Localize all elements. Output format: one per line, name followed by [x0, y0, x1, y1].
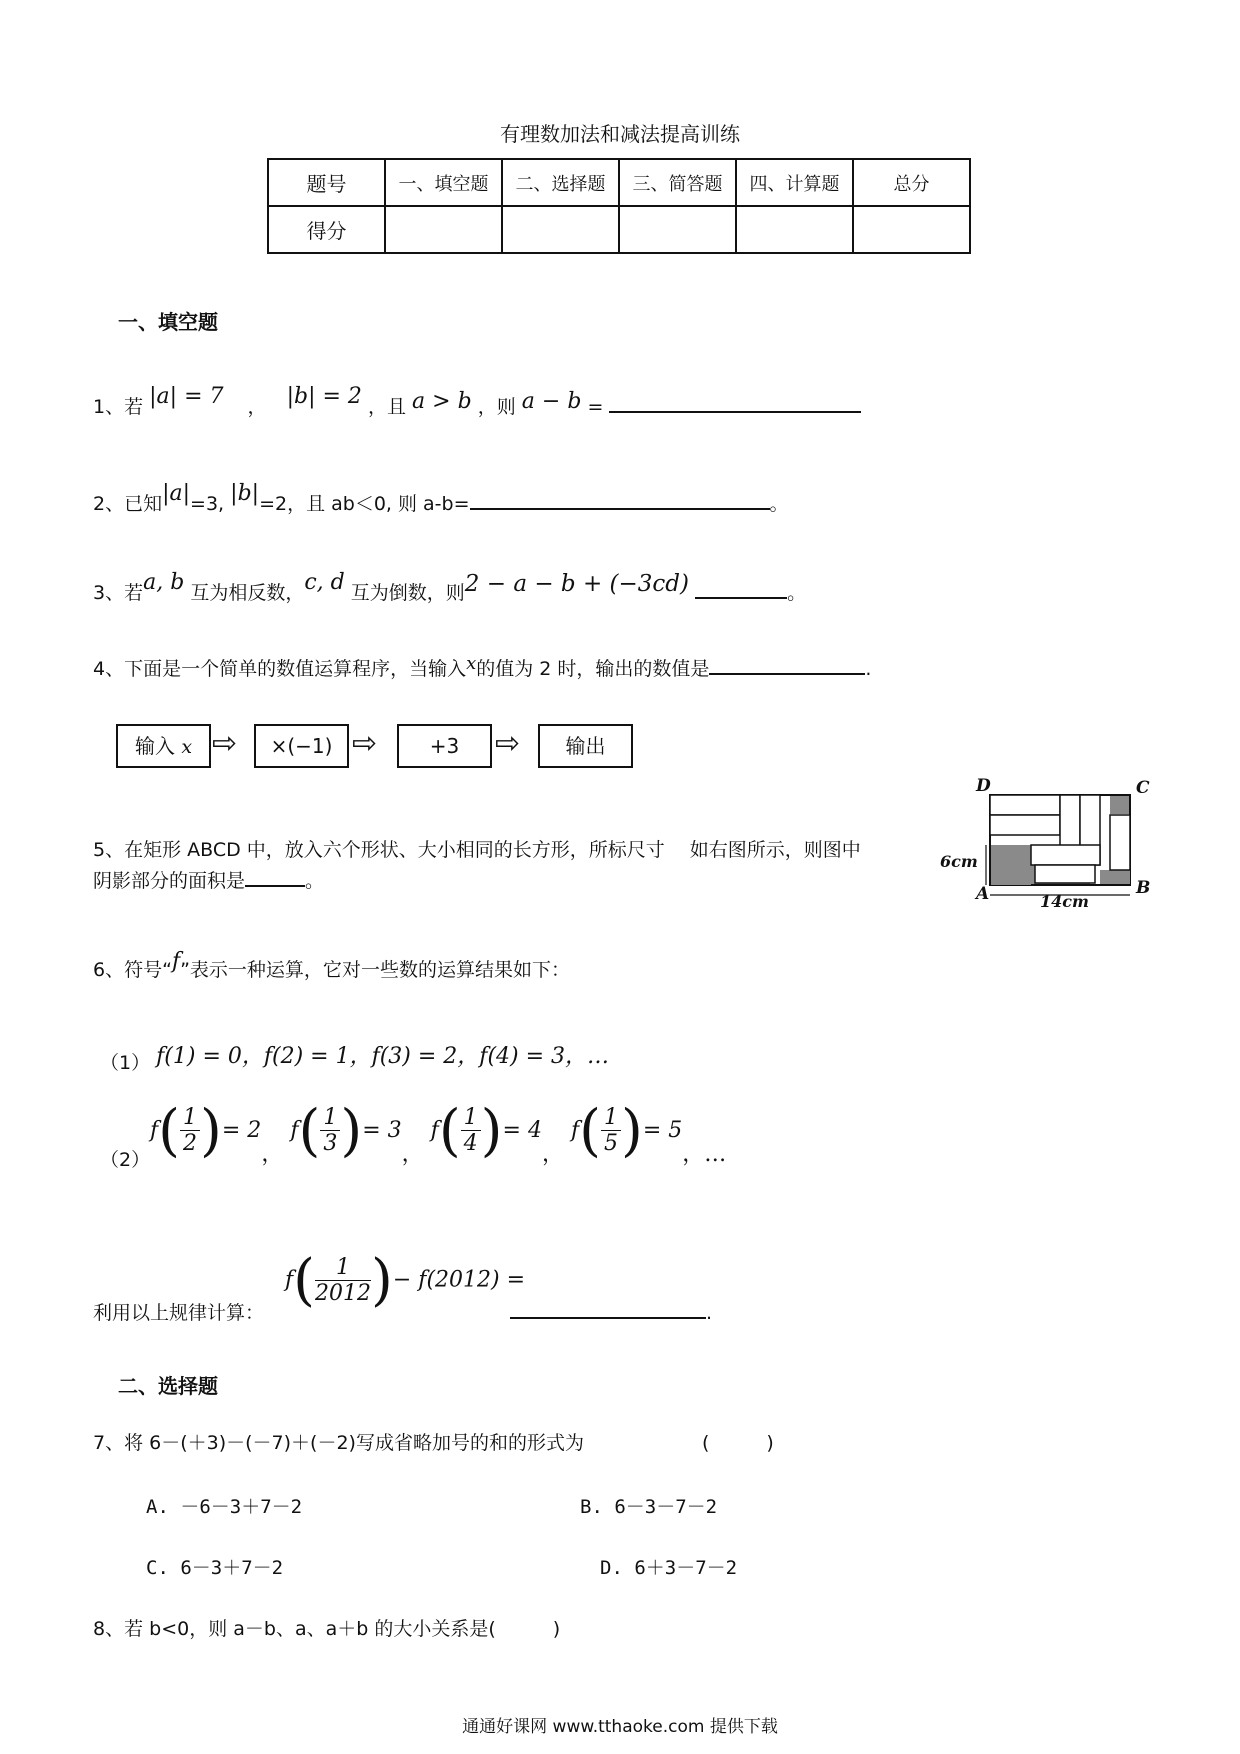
question-7: 7、将 6－(＋3)－(－7)＋(－2)写成省略加号的和的形式为: [93, 1432, 584, 1454]
frac-value: = 5: [642, 1117, 683, 1143]
score-cell[interactable]: [619, 206, 736, 253]
answer-blank[interactable]: [470, 507, 770, 510]
question-6: [93, 949, 570, 982]
question-5-line-1: 5、在矩形 ABCD 中，放入六个形状、大小相同的长方形，所标尺寸 如右图所示，则图中: [93, 839, 861, 861]
section-heading-multiple-choice: 二、选择题: [118, 1374, 218, 1398]
q6-item: f( $\frac{1}{3}$ )= 3: [290, 1098, 402, 1163]
vertex-label-d: D: [976, 776, 991, 796]
separator: ，: [261, 1141, 284, 1167]
option-b[interactable]: B. 6－3－7－2: [580, 1496, 718, 1518]
q3-number: 3、若: [93, 582, 144, 604]
frac-numerator: 1: [315, 1255, 371, 1281]
q6-list-1-values: f(1) = 0，f(2) = 1，f(3) = 2，f(4) = 3，…: [156, 1044, 610, 1069]
answer-bracket[interactable]: ( ): [702, 1432, 774, 1454]
flow-box-output: 输出: [538, 724, 633, 768]
q1-condition: a > b: [412, 389, 472, 414]
vertex-label-b: B: [1136, 878, 1151, 898]
score-header-cell: 总分: [853, 159, 970, 206]
score-cell[interactable]: [385, 206, 502, 253]
q6-intro-pre: 6、符号“: [93, 959, 172, 981]
question-8: 8、若 b<0，则 a－b、a、a＋b 的大小关系是( ): [93, 1618, 561, 1640]
q4-text-post: 的值为 2 时，输出的数值是: [476, 658, 710, 680]
q1-abs-a: |a| = 7: [149, 384, 224, 409]
answer-blank[interactable]: [510, 1316, 706, 1319]
q6-item: f( $\frac{1}{5}$ )= 5: [570, 1098, 683, 1163]
q6-calc-rest: − f(2012) =: [392, 1267, 526, 1293]
q1-sep: ，: [247, 396, 267, 418]
q2-end: 。: [769, 493, 789, 515]
q1-number: 1、若: [93, 396, 144, 418]
score-cell[interactable]: [736, 206, 853, 253]
frac-denominator: 2012: [315, 1281, 372, 1306]
answer-blank[interactable]: [609, 410, 861, 413]
q3-cd: c, d: [304, 570, 345, 595]
q1-expression: a − b: [521, 389, 582, 414]
q2-b-value: =2，且 ab＜0, 则 a-b=: [259, 493, 470, 515]
q6-intro-post: ”表示一种运算，它对一些数的运算结果如下：: [180, 959, 570, 981]
q6-calc-expression: f( $\frac{1}{2012}$ )− f(2012) =: [285, 1248, 526, 1313]
q6-item: f( $\frac{1}{4}$ )= 4: [430, 1098, 542, 1163]
arrow-right-icon: ⇨: [212, 726, 238, 761]
question-4: [93, 654, 871, 681]
footer-credit: 通通好课网 www.tthaoke.com 提供下载: [462, 1717, 778, 1737]
flow-box-add: +3: [397, 724, 492, 768]
q6-list-1: [100, 1045, 609, 1076]
score-table-row: [268, 206, 970, 253]
arrow-right-icon: ⇨: [495, 726, 521, 761]
q2-text: 2、已知: [93, 493, 163, 515]
answer-blank[interactable]: [245, 884, 305, 887]
section-heading-fill-blank: 一、填空题: [118, 310, 218, 334]
q1-equals: =: [587, 396, 604, 418]
q4-variable-x: x: [466, 653, 477, 674]
q6-list-1-label: （1）: [100, 1052, 151, 1074]
frac-value: = 3: [362, 1117, 402, 1143]
q6-end: .: [706, 1302, 713, 1324]
score-cell[interactable]: [502, 206, 619, 253]
score-header-cell: 一、填空题: [385, 159, 502, 206]
flow-input-var: x: [181, 736, 193, 758]
ellipsis: ，…: [682, 1141, 727, 1167]
question-5-line-2: [93, 866, 324, 893]
answer-blank[interactable]: [695, 596, 787, 599]
score-header-cell: 二、选择题: [502, 159, 619, 206]
q3-text-1: 互为相反数，: [190, 582, 305, 604]
score-row-label: 得分: [268, 206, 385, 253]
q1-abs-b: |b| = 2: [286, 384, 362, 409]
q4-end: .: [865, 658, 872, 680]
q1-cond-pre: ，且: [367, 396, 406, 418]
q6-calc-label: 利用以上规律计算：: [93, 1302, 265, 1324]
frac-denominator: 5: [604, 1131, 618, 1156]
q6-list-2-label: （2）: [100, 1149, 151, 1171]
frac-denominator: 4: [463, 1131, 478, 1156]
q2-a-value: =3,: [190, 493, 225, 515]
q2-abs-b: |b|: [230, 481, 260, 506]
q6-item: f( $\frac{1}{2}$ )= 2: [150, 1098, 262, 1163]
q3-ab: a, b: [143, 570, 185, 595]
flow-box-multiply: ×(−1): [254, 724, 349, 768]
q2-abs-a: |a|: [162, 481, 191, 506]
score-header-cell: 题号: [268, 159, 385, 206]
separator: ，: [541, 1141, 564, 1167]
frac-value: = 2: [221, 1117, 262, 1143]
document-title: 有理数加法和减法提高训练: [500, 122, 740, 146]
q5-line-2-text: 阴影部分的面积是: [93, 870, 246, 892]
q3-text-2: 互为倒数，则: [350, 582, 465, 604]
q6-calc-answer: [510, 1302, 712, 1324]
score-header-cell: 三、简答题: [619, 159, 736, 206]
option-c[interactable]: C. 6－3＋7－2: [146, 1557, 284, 1579]
rectangle-abcd-figure: [940, 775, 1170, 910]
q6-symbol-f: f: [171, 949, 181, 974]
arrow-right-icon: ⇨: [352, 726, 378, 761]
separator: ，: [401, 1141, 424, 1167]
flow-box-input: [116, 724, 211, 768]
q4-text: 4、下面是一个简单的数值运算程序，当输入: [93, 658, 467, 680]
score-table: [267, 158, 971, 254]
frac-numerator: 1: [320, 1105, 340, 1131]
frac-numerator: 1: [180, 1105, 200, 1131]
option-a[interactable]: A. －6－3＋7－2: [146, 1496, 303, 1518]
frac-denominator: 2: [183, 1131, 198, 1156]
q6-list-2-values: [150, 1098, 727, 1167]
width-dimension-label: 14cm: [1040, 892, 1089, 910]
question-3: [93, 570, 807, 605]
frac-denominator: 3: [323, 1131, 338, 1156]
flow-input-label: 输入: [134, 734, 175, 758]
frac-numerator: 1: [461, 1105, 481, 1131]
frac-numerator: 1: [601, 1105, 621, 1131]
score-cell[interactable]: [853, 206, 970, 253]
answer-blank[interactable]: [709, 672, 865, 675]
vertex-label-a: A: [976, 884, 990, 904]
q3-end: 。: [787, 582, 807, 604]
score-header-cell: 四、计算题: [736, 159, 853, 206]
question-2: [93, 481, 789, 516]
q5-end: 。: [305, 870, 325, 892]
frac-value: = 4: [502, 1117, 542, 1143]
q3-expression: 2 − a − b + (−3cd): [464, 571, 690, 597]
q1-then: ，则: [477, 396, 516, 418]
vertex-label-c: C: [1136, 778, 1150, 798]
height-dimension-label: 6cm: [940, 852, 978, 871]
option-d[interactable]: D. 6＋3－7－2: [600, 1557, 738, 1579]
score-table-header-row: [268, 159, 970, 206]
question-1: [93, 384, 861, 419]
